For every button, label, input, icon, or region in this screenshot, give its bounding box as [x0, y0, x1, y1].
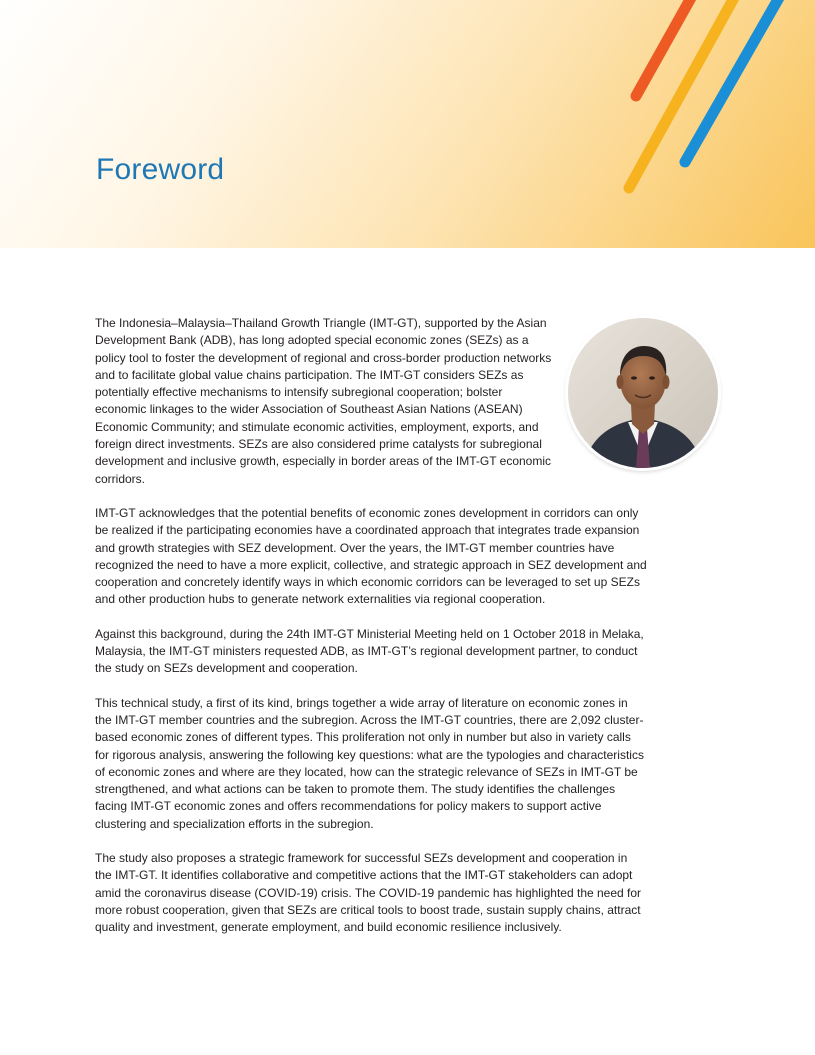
paragraph-3: Against this background, during the 24th IMT-GT Ministerial Meeting held on 1 October 2018 in Melaka, Malaysia, the IMT-GT ministers requested ADB, as IMT-GT’s regional development partner, to conduct the study on SEZs development and cooperation.: [95, 626, 644, 676]
page-title: Foreword: [96, 153, 225, 186]
blue-stripe: [685, 0, 780, 162]
decorative-stripes: [0, 0, 815, 248]
paragraph-4: This technical study, a first of its kind, brings together a wide array of literature on economic zones in the IMT-GT member countries and the subregion. Across the IMT-GT countries, there are 2,092 cluster-based economic zones of different types. This proliferation not only in number but also in variety calls for rigorous analysis, answering the following key questions: what are the typologies and characteristics of economic zones and where are they located, how can the strategic relevance of SEZs in IMT-GT be strengthened, and what actions can be taken to promote them. The study identifies the challenges facing IMT-GT economic zones and offers recommendations for policy makers to support active clustering and specialization efforts in the subregion.: [95, 695, 644, 831]
paragraph-1: The Indonesia–Malaysia–Thailand Growth Triangle (IMT-GT), supported by the Asian Development Bank (ADB), has long adopted special economic zones (SEZs) as a policy tool to foster the development of regional and cross-border production networks and to facilitate global value chains participation. The IMT-GT considers SEZs as potentially effective mechanisms to intensify subregional cooperation; bolster economic linkages to the wider Association of Southeast Asian Nations (ASEAN) Economic Community; and stimulate economic activities, employment, exports, and foreign direct investments. SEZs are also considered prime catalysts for subregional development and inclusive growth, especially in border areas of the IMT-GT economic corridors.: [95, 316, 552, 486]
paragraph-5: The study also proposes a strategic framework for successful SEZs development and cooperation in the IMT-GT. It identifies collaborative and competitive actions that the IMT-GT stakeholders can adopt amid the coronavirus disease (COVID-19) crisis. The COVID-19 pandemic has highlighted the need for more robust cooperation, given that SEZs are critical tools to boost trade, sustain supply chains, attract quality and investment, generate employment, and build economic resilience inclusively.: [95, 851, 642, 935]
paragraph-2: IMT-GT acknowledges that the potential benefits of economic zones development in corridors can only be realized if the participating economies have a coordinated approach that integrates trade expansion and growth strategies with SEZ development. Over the years, the IMT-GT member countries have recognized the need to have a more explicit, collective, and strategic approach in SEZ development and cooperation and concretely identify ways in which economic corridors can be leveraged to set up SEZs and other production hubs to generate network externalities via regional cooperation.: [95, 505, 647, 607]
foreword-body: [95, 315, 647, 954]
header-band: [0, 0, 815, 248]
